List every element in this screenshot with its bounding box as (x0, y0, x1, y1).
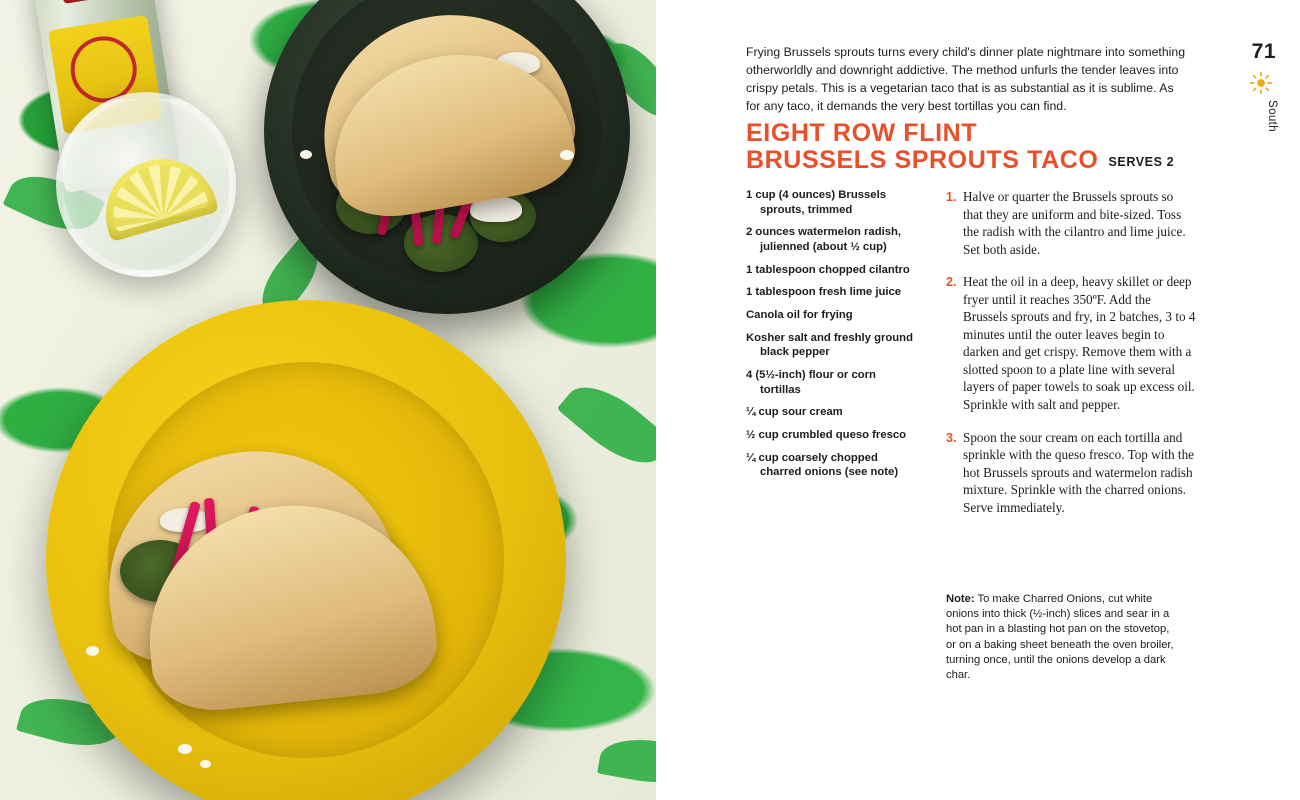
step-text: Spoon the sour cream on each tortilla and sprinkle with the queso fresco. Top with the hot Brussels sprouts and watermelon radish mixture. Sprinkle with the charred onions. Serve immediately. (963, 429, 1195, 515)
queso-fresco-crumb (560, 150, 574, 160)
ingredients-items (746, 188, 916, 480)
queso-fresco-crumb (200, 760, 211, 768)
note-label: Note: (946, 593, 975, 605)
queso-fresco-crumb (86, 646, 99, 656)
list-item: 1 cup (4 ounces) Brussels sprouts, trimmed (746, 189, 887, 216)
step-number: 1. (946, 190, 957, 204)
list-item: 1 tablespoon chopped cilantro (746, 263, 910, 276)
ingredients-list (746, 188, 916, 488)
serves-label: SERVES 2 (1108, 155, 1175, 169)
preparation-steps (946, 188, 1196, 531)
queso-fresco-crumb (300, 150, 312, 159)
step-item (946, 188, 1196, 258)
page-number: 71 (1251, 40, 1276, 63)
step-number: 3. (946, 430, 957, 445)
bottle-cap (59, 0, 124, 4)
step-number: 2. (946, 275, 957, 290)
list-item: ½ cup crumbled queso fresco (746, 429, 907, 442)
queso-fresco-crumb (178, 744, 192, 754)
note-text: To make Charred Onions, cut white onions into thick (½-inch) slices and sear in a hot pan in a blasting hot pan on the stovetop, or on a baking sheet beneath the oven broiler, turning once, until the onions develop a dark char. (946, 593, 1174, 682)
list-item: 4 (5½-inch) flour or corn tortillas (746, 369, 876, 396)
recipe-title-line-1: EIGHT ROW FLINT (746, 119, 978, 147)
list-item: Canola oil for frying (746, 309, 853, 322)
intro-paragraph: Frying Brussels sprouts turns every child's dinner plate nightmare into something otherworldly and downright addictive. The method unfurls the tender leaves into crispy petals. This is a vegetarian taco that is as substantial as it is sublime. As for any taco, it demands the very best tortillas you can find. (746, 45, 1186, 113)
step-item (946, 429, 1196, 517)
recipe-title-line-2: BRUSSELS SPROUTS TACO (746, 146, 1099, 174)
sun-icon (1250, 72, 1272, 94)
recipe-note (946, 592, 1181, 683)
list-item: 1 tablespoon fresh lime juice (746, 286, 902, 299)
region-label: South (1266, 100, 1278, 133)
recipe-text-page (656, 0, 1300, 800)
list-item: ¼ cup coarsely chopped charred onions (see note) (746, 451, 899, 479)
list-item: 2 ounces watermelon radish, julienned (about ½ cup) (746, 226, 902, 254)
list-item: Kosher salt and freshly ground black pepper (746, 331, 913, 359)
recipe-title (746, 120, 1216, 174)
step-text: Heat the oil in a deep, heavy skillet or deep fryer until it reaches 350ºF. Add the Brussels sprouts and fry, in 2 batches, 3 to 4 minutes until the outer leaves begin to darken and get crispy. Remove them with a slotted spoon to a plate line with several layers of paper towels to soak up excess oil. Sprinkle with salt and pepper. (963, 274, 1196, 413)
recipe-title-line-2-wrap (746, 147, 1216, 174)
step-item (946, 273, 1196, 413)
list-item: ¼ cup sour cream (746, 406, 843, 419)
step-text: Halve or quarter the Brussels sprouts so that they are uniform and bite-sized. Toss the radish with the cilantro and lime juice. Set both aside. (963, 189, 1186, 257)
